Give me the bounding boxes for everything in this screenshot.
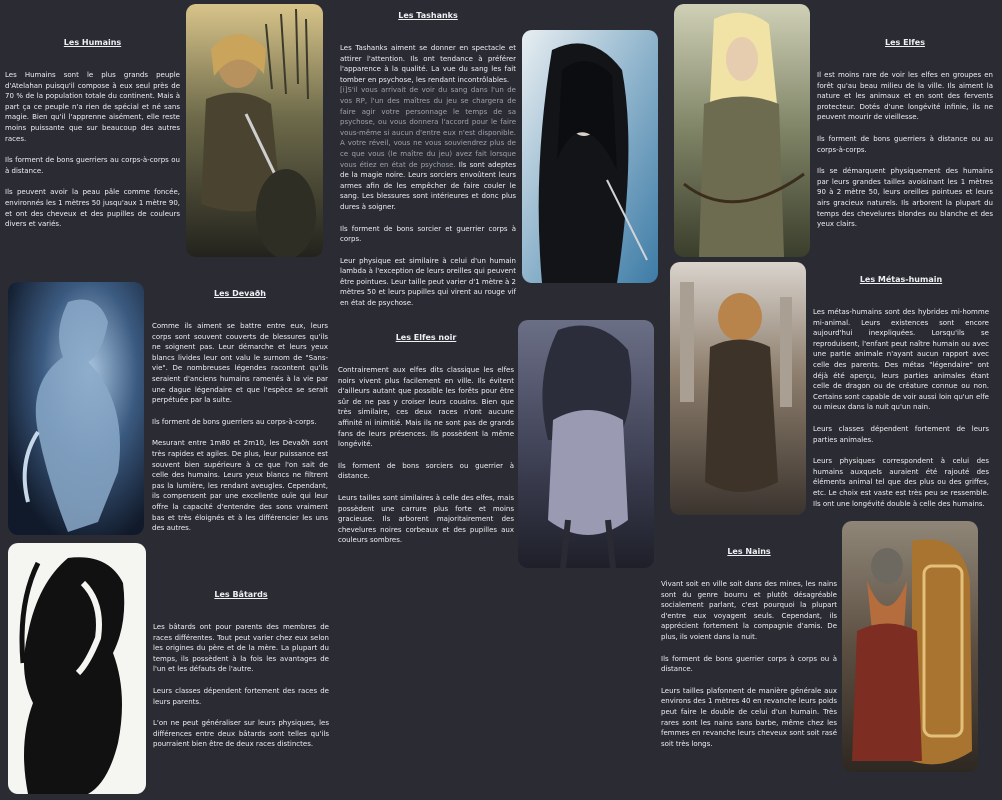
human-warrior-image xyxy=(186,4,323,257)
paragraph: Ils forment de bons guerriers au corps-à-corps. xyxy=(152,417,317,426)
section-nains xyxy=(661,547,837,760)
section-title: Les Humains xyxy=(63,38,122,47)
section-title: Les Elfes noir xyxy=(395,333,457,342)
paragraph: Leurs physiques correspondent à celui des humains auxquels auraient été rajouté des éléments animal tel que des plus ou des griffes, etc. Le choix est vaste est très peu se ressemble. Ils ont une longévité double à celle des humains. xyxy=(813,457,989,508)
paragraph: Contrairement aux elfes dits classique les elfes noirs vivent plus facilement en ville. Ils évitent d'ailleurs autant que possible les forêts pour être sûr de ne pas y croiser leurs cousins. Bien que très similaire, ces deux races n'ont aucune affinité ni inimitié. Mais ils ne sont pas de grands fans de leurs présences. Ils possèdent la même longévité. xyxy=(338,366,514,449)
paragraph: Leurs classes dépendent fortement des races de leurs parents. xyxy=(153,686,329,706)
section-title: Les Devaðh xyxy=(214,289,266,298)
paragraph: Leurs classes dépendent fortement de leurs parties animales. xyxy=(813,424,989,444)
dwarf-image xyxy=(842,521,978,772)
tashank-image xyxy=(522,30,658,283)
dark-elf-image xyxy=(518,320,654,568)
paragraph xyxy=(340,43,516,213)
section-humains xyxy=(5,38,180,241)
bastard-image xyxy=(8,543,146,794)
paragraph: Il est moins rare de voir les elfes en groupes en forêt qu'au beau milieu de la ville. Ils aiment la nature et les animaux et en sont des fervents protecteur. Dotés d'une longévité infinie, ils ne peuvent mourir de vieillesse. xyxy=(817,71,993,122)
paragraph: Vivant soit en ville soit dans des mines, les nains sont du genre bourru et plutôt désagréable socialement parlant, c'est pourquoi la plupart d'entre eux voyagent seuls. Cependant, ils apprécient fortement la compagnie d'amis. De plus, ils voient dans la nuit. xyxy=(661,580,837,641)
devaah-image xyxy=(8,282,144,535)
paragraph: Mesurant entre 1m80 et 2m10, les Devaðh sont très rapides et agiles. De plus, leur puissance est souvent bien supérieure à ce que l'on sait de celle des humains. Leurs yeux blancs ne filtrent pas la lumière, les rendant aveugles. Cependant, ils compensent par une excellente ouïe qui leur offre la capacité d'entendre des sons vraiment bas et très éloignés et à les différencier les uns des autres. xyxy=(152,439,328,533)
section-title: Les Bâtards xyxy=(214,590,268,599)
paragraph: Ils forment de bons guerriers au corps-à-corps ou à distance. xyxy=(5,156,180,175)
paragraph: Ils forment de bons sorciers ou guerrier à distance. xyxy=(338,461,514,481)
section-batards xyxy=(153,590,329,761)
paragraph-text: Ils sont adeptes de la magie noire. Leurs sorciers envoûtent leurs armes afin de les empêcher de faire couler le sang. Les blessures sont intérieures et donc plus dures à soigner. xyxy=(340,160,516,211)
section-metas-humain xyxy=(813,275,989,520)
paragraph-text: Les Tashanks aiment se donner en spectacle et attirer l'attention. Ils ont tendance à préférer l'apparence à la qualité. La vue du sang les fait tomber en psychose, les rendant incontrôlables. xyxy=(340,44,516,84)
paragraph: Ils forment de bons guerriers à distance ou au corps-à-corps. xyxy=(817,134,993,154)
meta-human-image xyxy=(670,262,806,515)
paragraph: Leurs tailles plafonnent de manière générale aux environs des 1 mètres 40 en revanche leurs poids peut faire le double de celui d'un humain. Très rares sont les nains sans barbe, même chez les femmes en revanche leurs cheveux sont soit rasé soit très longs. xyxy=(661,686,837,748)
section-title: Les Tashanks xyxy=(398,11,458,20)
paragraph: Les bâtards ont pour parents des membres de races différentes. Tout peut varier chez eux selon les origines du père et de la mère. La plupart du temps, ils possèdent à la fois les avantages de l'un et les défauts de l'autre. xyxy=(153,623,329,674)
paragraph: Ils forment de bons guerrier corps à corps ou à distance. xyxy=(661,654,837,674)
paragraph: Leurs tailles sont similaires à celle des elfes, mais possèdent une carrure plus forte et moins gracieuse. Ils arborent majoritairement des chevelures noires corbeaux et des pupilles aux couleurs sombres. xyxy=(338,493,514,545)
rp-note: [i]S'il vous arrivait de voir du sang dans l'un de vos RP, l'un des maîtres du jeu se chargera de faire agir votre personnage le temps de sa psychose, ou vous donnera l'accord pour le faire vous-même si aucun d'entre eux n'est disponible. A votre réveil, vous ne vous souviendrez plus de ce que vous (le maître du jeu) avez fait lorsque vous étiez en état de psychose. xyxy=(340,86,516,169)
paragraph: Les métas-humains sont des hybrides mi-homme mi-animal. Leurs existences sont encore aujourd'hui inexpliquées. Lorsqu'ils se reproduisent, l'enfant peut naître humain ou avec une partie animale n'ayant aucun rapport avec celle des parents. Des métas "légendaire" ont déjà été aperçu, leurs parties animales étant celle de dragon ou de créature connue ou non. Certains sont capable de voir aussi loin qu'un elfe ou mieux dans la nuit qu'un nain. xyxy=(813,308,989,412)
paragraph: Comme ils aiment se battre entre eux, leurs corps sont souvent couverts de blessures qu'ils ne soignent pas. Leur démarche et leurs yeux blancs livides leur ont valu le surnom de "Sans-vie". De nombreuses légendes racontent qu'ils seraient d'anciens humains ramenés à la vie par une dague légendaire et que l'espèce se serait perpétuée par la suite. xyxy=(152,322,328,405)
elf-archer-image xyxy=(674,4,810,257)
section-title: Les Nains xyxy=(727,547,771,556)
section-elfes xyxy=(817,38,993,241)
paragraph: Ils peuvent avoir la peau pâle comme foncée, environnés les 1 mètres 50 jusqu'aux 1 mètre 90, et ont des cheveux et des pupilles de couleurs divers et variés. xyxy=(5,188,180,229)
paragraph: Ils forment de bons sorcier et guerrier corps à corps. xyxy=(340,224,516,244)
paragraph: Leur physique est similaire à celui d'un humain lambda à l'exception de leurs oreilles qui peuvent être pointues. Leur taille peut varier d'1 mètre à 2 mètres 50 et leurs pupilles qui virent au rouge vif en état de psychose. xyxy=(340,256,516,308)
paragraph: Les Humains sont le plus grands peuple d'Atelahan puisqu'il compose à eux seul près de 70 % de la population totale du continent. Mais à part ça ce peuple n'a rien de spécial et né sans magie. Bien qu'il l'apprenne aisément, elle reste moins puissante que sur beaucoup des autres races. xyxy=(5,71,180,143)
section-tashanks xyxy=(340,11,516,320)
paragraph: L'on ne peut généraliser sur leurs physiques, les différences entre deux bâtards sont telles qu'ils pourraient bien être de deux races distinctes. xyxy=(153,719,329,749)
section-title: Les Elfes xyxy=(885,38,925,47)
paragraph: Ils se démarquent physiquement des humains par leurs grandes tailles avoisinant les 1 mètres 90 à 2 mètre 50, leurs oreilles pointues et leurs airs gracieux naturels. Ils arborent la plupart du temps des chevelures blondes ou blanche et des yeux clairs. xyxy=(817,167,993,229)
section-devaah xyxy=(152,289,328,545)
section-elfes-noir xyxy=(338,333,514,557)
section-title: Les Métas-humain xyxy=(859,275,943,284)
